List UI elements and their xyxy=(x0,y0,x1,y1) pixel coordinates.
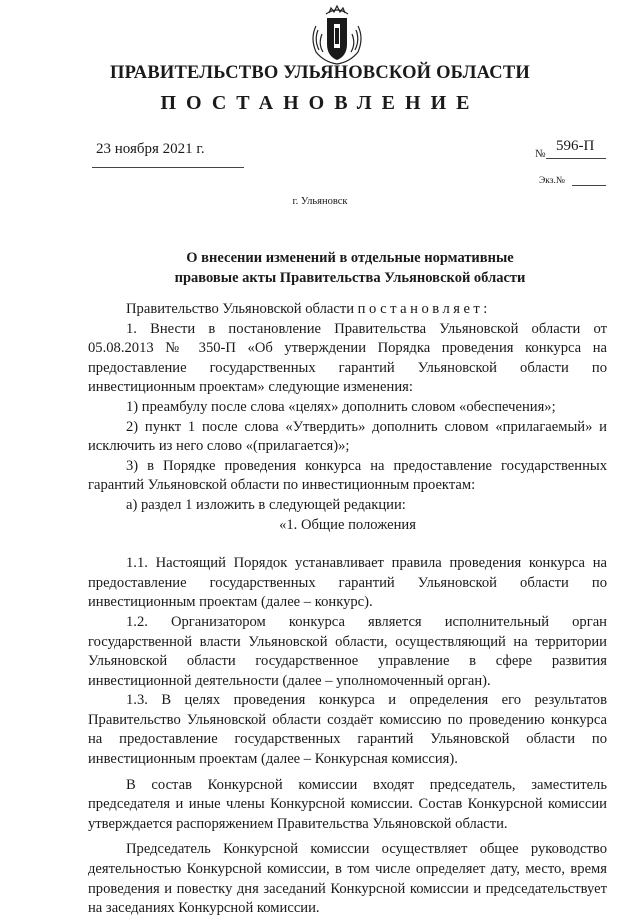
section-1-1: 1.1. Настоящий Порядок устанавливает правила проведения конкурса на предоставление государственных гарантий Ульяновской области по инвестиционным проектам (далее – конкурс). xyxy=(88,555,607,611)
paragraph-1-item-3-a: а) раздел 1 изложить в следующей редакции: xyxy=(126,496,406,513)
paragraph-1-item-1: 1) преамбулу после слова «целях» дополнить словом «обеспечения»; xyxy=(126,398,556,415)
section-1-2: 1.2. Организатором конкурса является исполнительный орган государственной власти Ульяновской области, осуществляющий на территории Ульяновской области государственное управление в сфере развития инвестиционной деятельности (далее – уполномоченный орган). xyxy=(88,613,607,689)
section-1-3-composition: В состав Конкурсной комиссии входят председатель, заместитель председателя и иные члены Конкурсной комиссии. Состав Конкурсной комиссии утверждается распоряжением Правительства Ульяновской области. xyxy=(88,776,607,832)
number-underline xyxy=(546,158,606,159)
title-line-1: О внесении изменений в отдельные нормативные xyxy=(186,250,514,266)
paragraph-1-item-2: 2) пункт 1 после слова «Утвердить» дополнить словом «прилагаемый» и исключить из него слово «(прилагается)»; xyxy=(88,418,607,455)
intro-prefix: Правительство Ульяновской области xyxy=(126,301,355,317)
intro-verb: постановляет: xyxy=(357,301,491,317)
date-underline xyxy=(92,167,244,168)
paragraph-1: 1. Внести в постановление Правительства Ульяновской области от 05.08.2013 № 350-П «Об утверждении Порядка проведения конкурса на предоставление государственных гарантий Ульяновской области по инвестиционным проектам» следующие изменения: xyxy=(88,320,607,396)
paragraph-1-item-3: 3) в Порядке проведения конкурса на предоставление государственных гарантий Ульяновской области по инвестиционным проектам: xyxy=(88,457,607,494)
document-title xyxy=(160,248,540,288)
coat-of-arms-icon xyxy=(304,4,370,70)
document-number: 596-П xyxy=(556,138,595,154)
intro-paragraph xyxy=(88,300,607,320)
section-1-3: 1.3. В целях проведения конкурса и определения его результатов Правительство Ульяновской области создаёт комиссию по проведению конкурса на предоставление государственных гарантий Ульяновской области по инвестиционным проектам (далее – Конкурсная комиссия). xyxy=(88,692,607,768)
city-name: г. Ульяновск xyxy=(292,196,348,207)
document-body xyxy=(88,300,607,919)
document-date: 23 ноября 2021 г. xyxy=(96,141,205,157)
government-name: ПРАВИТЕЛЬСТВО УЛЬЯНОВСКОЙ ОБЛАСТИ xyxy=(110,63,530,83)
number-label: № xyxy=(535,148,546,160)
copy-number-label: Экз.№ xyxy=(539,176,565,186)
section-heading: «1. Общие положения xyxy=(279,516,416,533)
section-1-3-chairman: Председатель Конкурсной комиссии осуществляет общее руководство деятельностью Конкурсной комиссии, в том числе определяет дату, место, время проведения и повестку дня заседаний Конкурсной комиссии и председательствует на заседаниях Конкурсной комиссии. xyxy=(88,841,607,917)
copy-number-underline xyxy=(572,185,606,186)
document-type: ПОСТАНОВЛЕНИЕ xyxy=(160,92,480,114)
title-line-2: правовые акты Правительства Ульяновской области xyxy=(174,270,526,286)
